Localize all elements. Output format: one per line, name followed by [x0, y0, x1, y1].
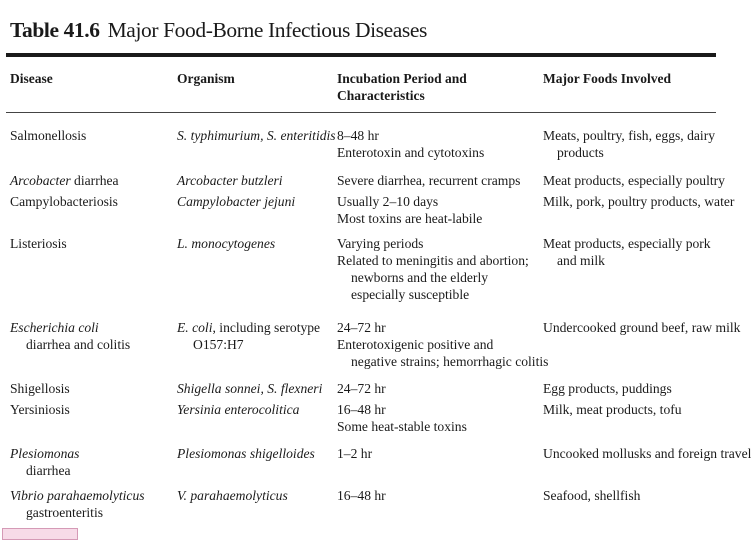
disease-name: Vibrio parahaemolyticus [10, 488, 145, 503]
disease-cell [10, 380, 160, 397]
incubation-cell [337, 193, 537, 227]
disease-suffix: diarrhea [70, 173, 119, 188]
organism-cell [177, 193, 327, 210]
organism-cell [177, 380, 327, 397]
table-title [10, 18, 427, 43]
disease-name: Shigellosis [10, 381, 70, 396]
incubation-line: Enterotoxin and cytotoxins [337, 145, 485, 160]
foods-line: Meats, poultry, fish, eggs, dairy [543, 128, 716, 143]
disease-name-cont: diarrhea and colitis [26, 337, 131, 352]
incubation-line: Usually 2–10 days [337, 194, 439, 209]
incubation-line: negative strains; hemorrhagic colitis [351, 354, 549, 369]
incubation-line: 16–48 hr [337, 402, 386, 417]
incubation-cell [337, 319, 549, 370]
disease-genus: Arcobacter [10, 173, 71, 188]
organism-name: V. parahaemolyticus [177, 488, 288, 503]
table-number: Table 41.6 [10, 18, 100, 42]
organism-cell [177, 445, 327, 462]
organism-name: Shigella sonnei, S. flexneri [177, 381, 323, 396]
disease-name: Listeriosis [10, 236, 67, 251]
incubation-cell [337, 235, 537, 303]
organism-name: Campylobacter jejuni [177, 194, 296, 209]
incubation-cell [337, 445, 537, 462]
disease-cell [10, 401, 160, 418]
incubation-line: 16–48 hr [337, 488, 386, 503]
foods-cell [543, 380, 719, 397]
organism-name: Arcobacter butzleri [177, 173, 283, 188]
organism-name: Yersinia enterocolitica [177, 402, 300, 417]
disease-name: Plesiomonas [10, 446, 80, 461]
foods-line: Meat products, especially pork [543, 236, 711, 251]
incubation-cell [337, 487, 537, 504]
incubation-line: newborns and the elderly [351, 270, 489, 285]
table-top-rule [6, 53, 716, 57]
disease-cell [10, 319, 160, 353]
organism-cell [177, 172, 327, 189]
disease-name-cont: diarrhea [26, 463, 71, 478]
disease-name: Escherichia coli [10, 320, 99, 335]
organism-cell [177, 487, 327, 504]
foods-cell [543, 445, 751, 462]
organism-cell [177, 319, 327, 353]
header-incubation-line1: Incubation Period and [337, 71, 467, 86]
organism-cell [177, 401, 327, 418]
disease-cell [10, 235, 160, 252]
foods-cell [543, 487, 719, 504]
foods-line: Milk, pork, poultry products, water [543, 194, 735, 209]
foods-line: Meat products, especially poultry [543, 173, 725, 188]
foods-cell [543, 172, 725, 189]
disease-cell [10, 172, 160, 189]
header-disease: Disease [10, 71, 53, 86]
incubation-line: 1–2 hr [337, 446, 373, 461]
disease-cell [10, 445, 160, 479]
disease-cell [10, 487, 160, 521]
organism-suffix: , including serotype [212, 320, 321, 335]
foods-line: Undercooked ground beef, raw milk [543, 320, 741, 335]
header-foods: Major Foods Involved [543, 71, 672, 86]
disease-name: Yersiniosis [10, 402, 70, 417]
foods-cell [543, 235, 719, 269]
table-caption: Major Food-Borne Infectious Diseases [107, 18, 427, 42]
foods-line: products [557, 145, 604, 160]
organism-name [177, 319, 327, 336]
disease-name [10, 172, 160, 189]
incubation-line: Some heat-stable toxins [337, 419, 467, 434]
organism-species: E. coli [177, 320, 213, 335]
slide-tab[interactable] [2, 528, 78, 540]
incubation-line: 8–48 hr [337, 128, 379, 143]
table-title-bar [6, 14, 716, 50]
foods-line: Milk, meat products, tofu [543, 402, 682, 417]
incubation-line: 24–72 hr [337, 381, 386, 396]
incubation-line: Enterotoxigenic positive and [337, 337, 494, 352]
foods-cell [543, 127, 719, 161]
header-incubation [337, 70, 537, 104]
foods-line: Egg products, puddings [543, 381, 672, 396]
disease-name: Salmonellosis [10, 128, 87, 143]
incubation-line: Varying periods [337, 236, 424, 251]
header-incubation-line2: Characteristics [337, 88, 425, 103]
incubation-line: 24–72 hr [337, 320, 386, 335]
disease-name-cont: gastroenteritis [26, 505, 104, 520]
organism-name: L. monocytogenes [177, 236, 276, 251]
foods-line: and milk [557, 253, 605, 268]
disease-cell [10, 127, 160, 144]
organism-serotype: O157:H7 [193, 337, 244, 352]
disease-name: Campylobacteriosis [10, 194, 118, 209]
foods-cell [543, 193, 735, 210]
organism-cell [177, 235, 327, 252]
foods-line: Uncooked mollusks and foreign travel [543, 446, 751, 461]
disease-cell [10, 193, 160, 210]
foods-cell [543, 401, 719, 418]
organism-name: S. typhimurium, S. enteritidis [177, 128, 336, 143]
organism-name: Plesiomonas shigelloides [177, 446, 315, 461]
incubation-cell [337, 401, 537, 435]
header-organism: Organism [177, 71, 235, 86]
organism-cell [177, 127, 336, 144]
incubation-line: Severe diarrhea, recurrent cramps [337, 173, 521, 188]
table-header-rule [6, 112, 716, 113]
incubation-cell [337, 380, 537, 397]
incubation-line: especially susceptible [351, 287, 470, 302]
incubation-line: Most toxins are heat-labile [337, 211, 483, 226]
incubation-cell [337, 172, 537, 189]
incubation-cell [337, 127, 537, 161]
incubation-line: Related to meningitis and abortion; [337, 253, 529, 268]
foods-cell [543, 319, 741, 336]
foods-line: Seafood, shellfish [543, 488, 641, 503]
